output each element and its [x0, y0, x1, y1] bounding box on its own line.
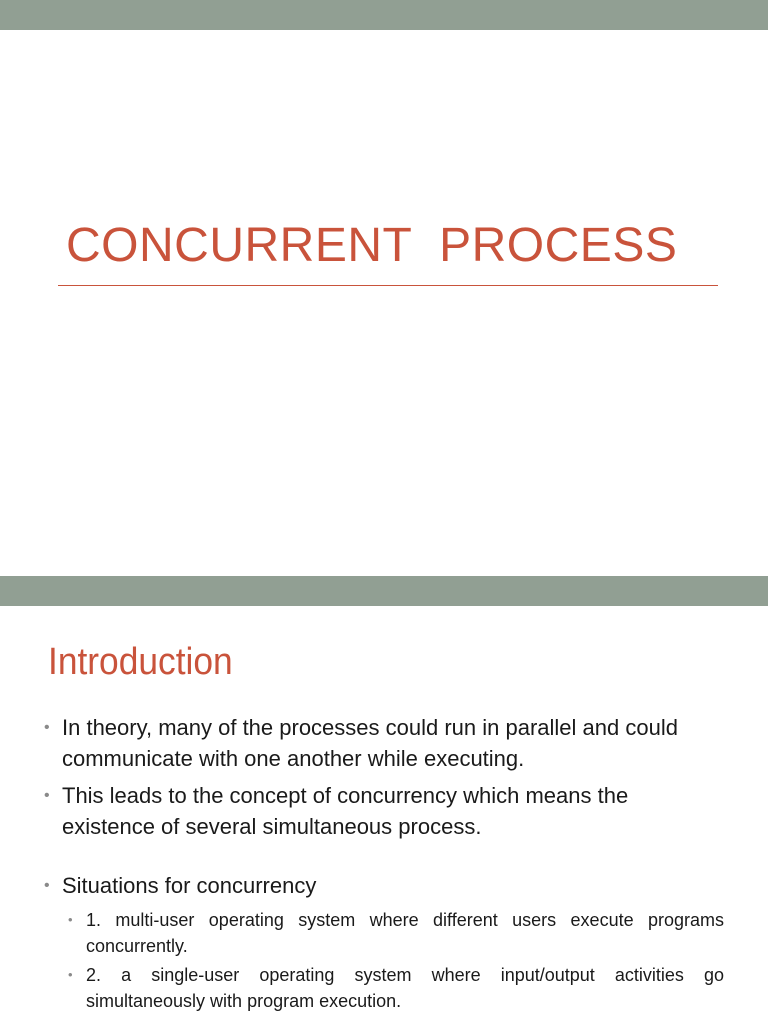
bullet-icon: • — [68, 912, 73, 927]
list-item — [44, 712, 724, 774]
list-item — [44, 870, 724, 901]
bullet-text: In theory, many of the processes could run in parallel and could communicate with one another while executing. — [62, 715, 678, 771]
slide-title: CONCURRENT PROCESS — [66, 219, 678, 272]
bullet-icon: • — [44, 719, 50, 736]
bullet-text: Situations for concurrency — [62, 873, 317, 898]
bullet-icon: • — [44, 877, 50, 894]
sub-list-item — [68, 962, 724, 1014]
slide-top-bar — [0, 0, 768, 30]
bullet-list — [44, 712, 724, 1017]
sub-list-item — [68, 907, 724, 959]
slide-2 — [0, 576, 768, 1024]
slide-top-bar — [0, 576, 768, 606]
title-underline — [58, 285, 718, 286]
sub-bullet-text: 2. a single-user operating system where input/output activities go simultaneously with program execution. — [86, 965, 724, 1011]
slide-heading: Introduction — [48, 641, 233, 683]
sub-bullet-text: 1. multi-user operating system where different users execute programs concurrently. — [86, 910, 724, 956]
bullet-icon: • — [44, 787, 50, 804]
list-item — [44, 780, 724, 842]
spacer — [44, 848, 724, 870]
bullet-icon: • — [68, 967, 73, 982]
bullet-text: This leads to the concept of concurrency which means the existence of several simultaneous process. — [62, 783, 629, 839]
